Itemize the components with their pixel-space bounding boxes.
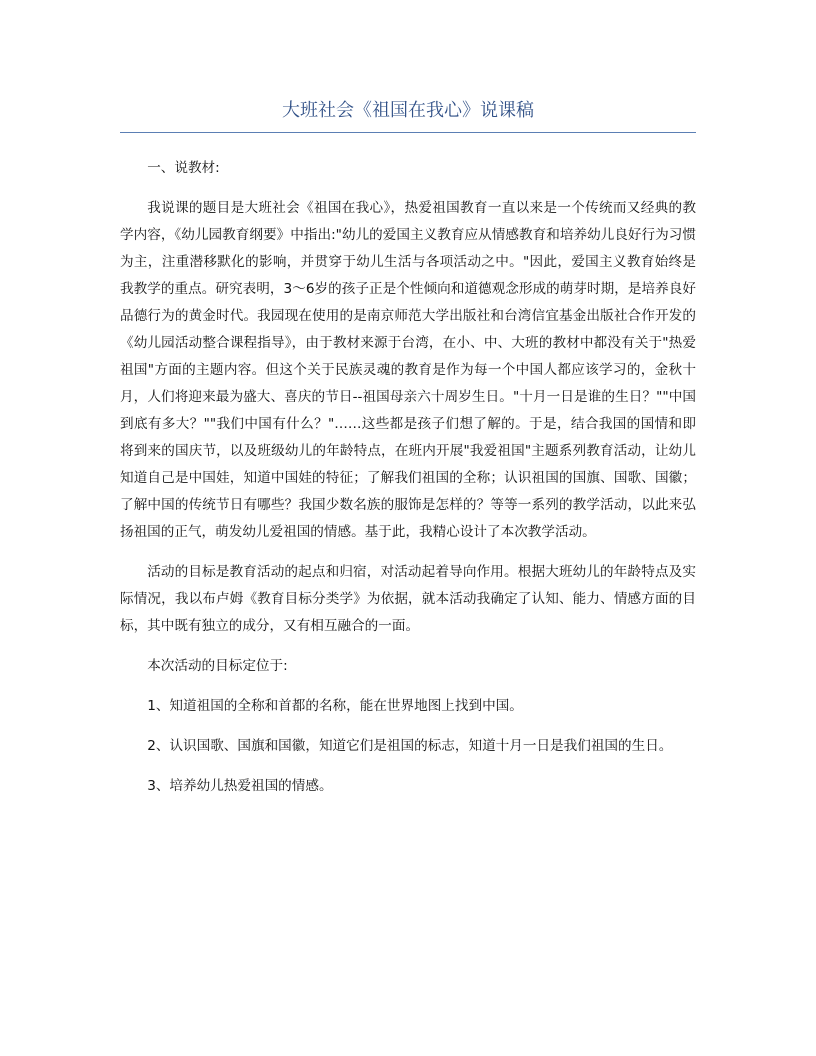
section-heading: 一、说教材:: [147, 160, 220, 176]
goal-item-1: 1、知道祖国的全称和首都的名称，能在世界地图上找到中国。: [147, 698, 523, 714]
paragraph-goal-intro: 本次活动的目标定位于:: [147, 658, 288, 674]
paragraph-activity-goals: 活动的目标是教育活动的起点和归宿，对活动起着导向作用。根据大班幼儿的年龄特点及实际情况，我以布卢姆《教育目标分类学》为依据，就本活动我确定了认知、能力、情感方面的目标，其中既有独立的成分，又有相互融合的一面。: [120, 564, 696, 634]
paragraph-teaching-material: 我说课的题目是大班社会《祖国在我心》，热爱祖国教育一直以来是一个传统而又经典的教学内容，《幼儿园教育纲要》中指出:"幼儿的爱国主义教育应从情感教育和培养幼儿良好行为习惯为主，注重潜移默化的影响，并贯穿于幼儿生活与各项活动之中。"因此，爱国主义教育始终是我教学的重点。研究表明，3～6岁的孩子正是个性倾向和道德观念形成的萌芽时期，是培养良好品德行为的黄金时代。我园现在使用的是南京师范大学出版社和台湾信宜基金出版社合作开发的《幼儿园活动整合课程指导》，由于教材来源于台湾，在小、中、大班的教材中都没有关于"热爱祖国"方面的主题内容。但这个关于民族灵魂的教育是作为每一个中国人都应该学习的，金秋十月，人们将迎来最为盛大、喜庆的节日--祖国母亲六十周岁生日。"十月一日是谁的生日？""中国到底有多大？""我们中国有什么？"……这些都是孩子们想了解的。于是，结合我国的国情和即将到来的国庆节，以及班级幼儿的年龄特点，在班内开展"我爱祖国"主题系列教育活动，让幼儿知道自己是中国娃，知道中国娃的特征；了解我们祖国的全称；认识祖国的国旗、国歌、国徽；了解中国的传统节日有哪些？我国少数名族的服饰是怎样的？等等一系列的教学活动，以此来弘扬祖国的正气，萌发幼儿爱祖国的情感。基于此，我精心设计了本次教学活动。: [120, 200, 696, 540]
goal-item-3: 3、培养幼儿热爱祖国的情感。: [147, 778, 333, 794]
goal-item-2: 2、认识国歌、国旗和国徽，知道它们是祖国的标志，知道十月一日是我们祖国的生日。: [147, 738, 673, 754]
title-divider: [120, 132, 696, 133]
document-body: [120, 155, 696, 813]
document-title: 大班社会《祖国在我心》说课稿: [282, 100, 534, 121]
